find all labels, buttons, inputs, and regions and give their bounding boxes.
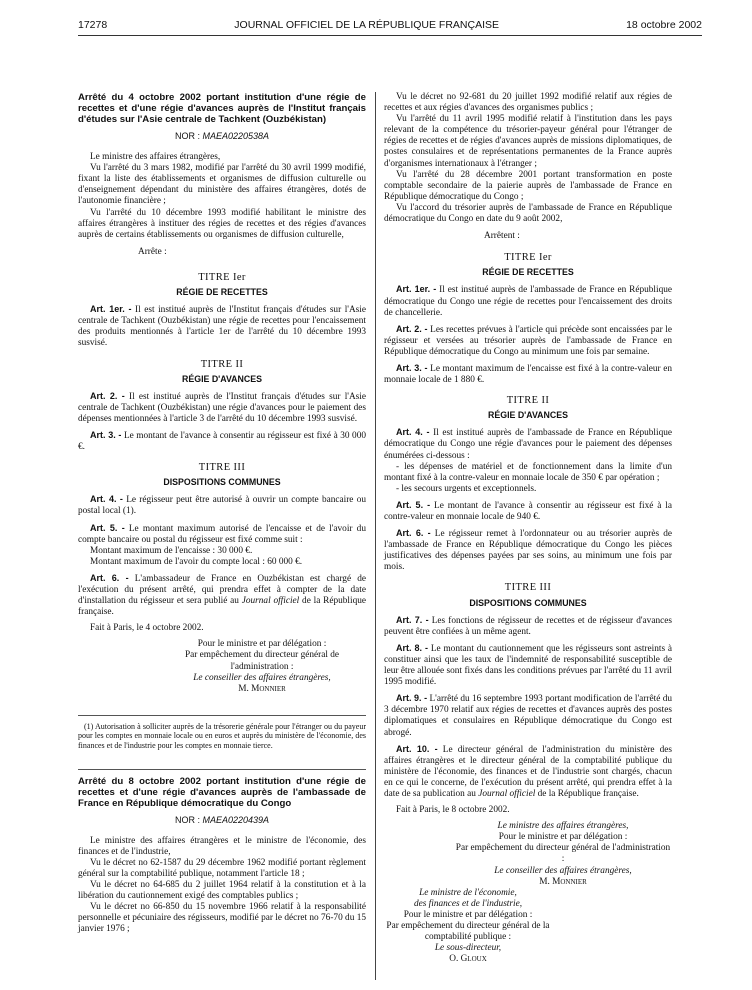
paragraph: Vu le décret no 92-681 du 20 juillet 1992 modifié relatif aux régies de recettes et aux régies d'avances des organismes publics ; [384,92,672,114]
titre-heading: TITRE Ier [504,252,552,264]
article-label: Art. 5. - [90,522,125,533]
article [384,528,672,573]
article [384,693,672,738]
signature-line: Le ministre des affaires étrangères, [497,821,629,832]
signature-line: Le conseiller des affaires étrangères, [193,672,331,683]
arrete-word: Arrête : [138,246,167,257]
article-label: Art. 10. - [396,743,438,754]
article-label: Art. 2. - [396,323,428,334]
article-text: Il est institué auprès de l'ambassade de France en République démocratique du Congo une régie d'avances pour le paiement des dépenses énumérées ci-dessous : [384,428,673,461]
article-text: Le montant du cautionnement que les régisseurs sont astreints à constituer ainsi que les taux de l'indemnité de responsabilité susceptible de leur être allouée sont fixés dans les conditions prévues par l'arrêté du 11 avril 1995 modifié. [384,643,672,688]
article [78,523,366,546]
paragraph: Vu le décret no 62-1587 du 29 décembre 1962 modifié portant règlement général sur la comptabilité publique, notamment l'article 18 ; [78,857,366,879]
article [78,494,366,517]
signatory-name: M. Monnier [238,683,286,694]
article [384,744,672,800]
section-rubric: DISPOSITIONS COMMUNES [163,477,281,488]
titre-heading: TITRE III [198,462,246,474]
journal-title: JOURNAL OFFICIEL DE LA RÉPUBLIQUE FRANÇAISE [234,19,499,31]
article [384,615,672,638]
nor-code: MAEA0220439A [202,814,270,825]
list-item: - les dépenses de matériel et de fonctionnement dans la limite d'un montant fixé à la contre-valeur en monnaie locale de 350 € par opération ; [384,461,672,483]
section-rubric: RÉGIE DE RECETTES [176,287,268,298]
article-label: Art. 5. - [396,499,431,510]
article-text: Le régisseur peut être autorisé à ouvrir un compte bancaire ou postal local (1). [78,495,366,517]
section-rubric: RÉGIE D'AVANCES [488,410,568,421]
article-label: Art. 7. - [396,614,429,625]
paragraph: Vu l'arrêté du 10 décembre 1993 modifié habilitant le ministre des affaires étrangères à instituer des régies de recettes et des régies d'avances auprès de certains établissements ou organismes de diffusion culturelle, [78,207,366,240]
article [384,324,672,358]
signatory-name: M. Monnier [539,876,587,887]
titre-heading: TITRE II [506,395,550,407]
article-text: Il est institué auprès de l'ambassade de France en République démocratique du Congo une régie de recettes pour l'encaissement des droits de chancellerie. [384,285,673,318]
article-label: Art. 4. - [90,494,123,505]
signature-line: Pour le ministre et par délégation : [197,639,327,650]
article-text: Le régisseur remet à l'ordonnateur ou au trésorier auprès de l'ambassade de France en République démocratique du Congo les pièces justificatives des dépenses payées par ses soins, au minimum une fois par mois. [384,529,672,573]
article-label: Art. 2. - [90,390,125,401]
article-text: Le directeur général de l'administration du ministère des affaires étrangères et le directeur général de la comptabilité publique du ministère de l'économie, des finances et de l'industrie sont chargés, chacun en ce qui le concerne, de l'exécution du présent arrêté, qui prendra effet à la date de sa publication au [384,744,672,799]
article-label: Art. 8. - [396,642,428,653]
arrete-word: Arrêtent : [484,231,520,242]
decree-1-nor [78,131,366,142]
signatory-name: O. Gloux [449,954,487,965]
titre-heading: TITRE Ier [198,271,246,283]
article [78,430,366,453]
article [78,391,366,425]
article-label: Art. 6. - [90,572,129,583]
article [384,643,672,688]
article-label: Art. 9. - [396,693,428,704]
article-text: L'arrêté du 16 septembre 1993 portant modification de l'arrêté du 3 décembre 1970 relatif aux régies de recettes et d'avances auprès des postes diplomatiques et consulaires en République démocratique du Congo est abrogé. [384,694,672,738]
nor-label: NOR : [174,131,200,141]
article-text: Le montant de l'avance à consentir au régisseur est fixé à 30 000 €. [78,430,366,453]
signature-line: Par empêchement du directeur général de l'administration : [184,650,340,672]
section-rubric: RÉGIE DE RECETTES [482,267,574,278]
decree-1-title: Arrêté du 4 octobre 2002 portant institution d'une régie de recettes et d'une régie d'avances auprès de l'Institut français d'études sur l'Asie centrale de Tachkent (Ouzbékistan) [78,92,366,125]
section-rubric: DISPOSITIONS COMMUNES [469,597,587,608]
left-column [78,92,366,936]
decree-2-nor [78,815,366,826]
signature-line: Le conseiller des affaires étrangères, [494,865,632,876]
amount-line: Montant maximum de l'encaisse : 30 000 €. [90,545,253,556]
footnote: (1) Autorisation à solliciter auprès de la trésorerie générale pour l'étranger ou du payeur pour les comptes en monnaie locale ou en euros et auprès du ministère de l'économie, des finances et de l'industrie pour les comptes en monnaie tierce. [78,721,366,751]
paragraph: Vu le décret no 64-685 du 2 juillet 1964 relatif à la constitution et à la libération du cautionnement exigé des comptables publics ; [78,880,366,902]
article [384,363,672,386]
paragraph: Vu l'arrêté du 3 mars 1982, modifié par l'arrêté du 30 avril 1999 modifié, fixant la liste des établissements et organismes de diffusion culturelle ou d'enseignement dépendant du ministère des affaires étrangères, dotés de l'autonomie financière ; [78,163,366,207]
amount-line: Montant maximum de l'avoir du compte local : 60 000 €. [90,556,303,567]
article-text: de la République française. [535,788,639,799]
right-column [384,92,672,965]
list-item: - les secours urgents et exceptionnels. [396,483,537,494]
article-text: Les recettes prévues à l'article qui précède sont encaissées par le régisseur et versées au trésorier auprès de l'ambassade de France en République démocratique du Congo au minimum une fois par semaine. [384,324,672,357]
article-text: Le montant maximum autorisé de l'encaisse et de l'avoir du compte bancaire ou postal du régisseur est fixé comme suit : [78,523,366,545]
article [384,427,672,461]
decree-2-title: Arrêté du 8 octobre 2002 portant institution d'une régie de recettes et d'une régie d'avances auprès de l'ambassade de France en République démocratique du Congo [78,775,366,809]
article [384,500,672,523]
page-number: 17278 [78,19,108,31]
article [78,573,366,618]
article-text: de la République française. [78,596,366,618]
signature-line: Le ministre de l'économie, [419,887,517,898]
paragraph: Le ministre des affaires étrangères et le ministre de l'économie, des finances et de l'industrie, [78,835,366,857]
nor-code: MAEA0220538A [202,131,270,141]
article-label: Art. 6. - [396,528,431,539]
article [78,304,366,349]
article-label: Art. 3. - [90,429,122,440]
article-text: Il est institué auprès de l'Institut français d'études sur l'Asie centrale de Tachkent (Ouzbékistan) une régie de recettes pour l'encaissement des produits mentionnés à l'article 1er de l'arrêté du 10 décembre 1993 susvisé. [78,305,367,349]
article-label: Art. 1er. - [396,284,437,295]
article [384,284,672,318]
titre-heading: TITRE III [504,582,552,594]
article-label: Art. 3. - [396,362,428,373]
column-divider [375,92,376,980]
article-text: Le montant de l'avance à consentir au régisseur est fixé à la contre-valeur en monnaie locale de 940 €. [384,500,672,522]
paragraph: Le ministre des affaires étrangères, [90,152,221,163]
article-text: Il est institué auprès de l'Institut français d'études sur l'Asie centrale de Tachkent (Ouzbékistan) une régie d'avances pour le paiement des dépenses mentionnées à l'article 3 de l'arrêté du 10 décembre 1993 susvisé. [78,391,366,424]
issue-date: 18 octobre 2002 [626,19,702,31]
page-header [78,16,702,34]
signature-line: Pour le ministre et par délégation : [498,832,628,843]
nor-label: NOR : [174,814,200,825]
signature-line: Pour le ministre et par délégation : [403,909,533,920]
signature-line: Par empêchement du directeur général de l'administration : [455,843,671,865]
decree-separator [78,769,366,770]
paragraph: Vu le décret no 66-850 du 15 novembre 1966 relatif à la responsabilité personnelle et pécuniaire des régisseurs, modifié par le décret no 76-70 du 15 janvier 1976 ; [78,902,366,935]
article-label: Art. 1er. - [90,304,132,315]
article-label: Art. 4. - [396,427,430,438]
place-date: Fait à Paris, le 8 octobre 2002. [396,805,510,816]
titre-heading: TITRE II [200,358,244,370]
article-text: Le montant maximum de l'encaisse est fixé à la contre-valeur en monnaie locale de 1 880 €. [384,363,672,386]
signature-line: Par empêchement du directeur général de la comptabilité publique : [386,921,550,943]
signature-line: Le sous-directeur, [434,943,502,954]
paragraph: Vu l'arrêté du 28 décembre 2001 portant transformation en poste comptable secondaire de la paierie auprès de l'ambassade de France en République démocratique du Congo ; [384,169,672,202]
article-text: Les fonctions de régisseur de recettes et de régisseur d'avances peuvent être confiées à un même agent. [384,615,672,637]
footnote-rule [78,715,366,716]
place-date: Fait à Paris, le 4 octobre 2002. [90,623,204,634]
journal-reference: Journal officiel [241,596,300,607]
paragraph: Vu l'arrêté du 11 avril 1995 modifié relatif à l'institution dans les pays relevant de la compétence du trésorier-payeur général pour l'étranger de régies de recettes et de régies d'avances auprès de missions diplomatiques, de postes consulaires et de représentations permanentes de la France auprès d'organismes internationaux à l'étranger ; [384,114,672,169]
signature-line: des finances et de l'industrie, [413,898,523,909]
section-rubric: RÉGIE D'AVANCES [182,373,262,384]
article-text: L'ambassadeur de France en Ouzbékistan est chargé de l'exécution du présent arrêté, qui prendra effet à compter de la date d'installation du régisseur et sera publié au [78,573,366,607]
header-rule [78,35,702,36]
journal-reference: Journal officiel [478,788,536,799]
paragraph: Vu l'accord du trésorier auprès de l'ambassade de France en République démocratique du Congo en date du 9 août 2002, [384,202,672,225]
